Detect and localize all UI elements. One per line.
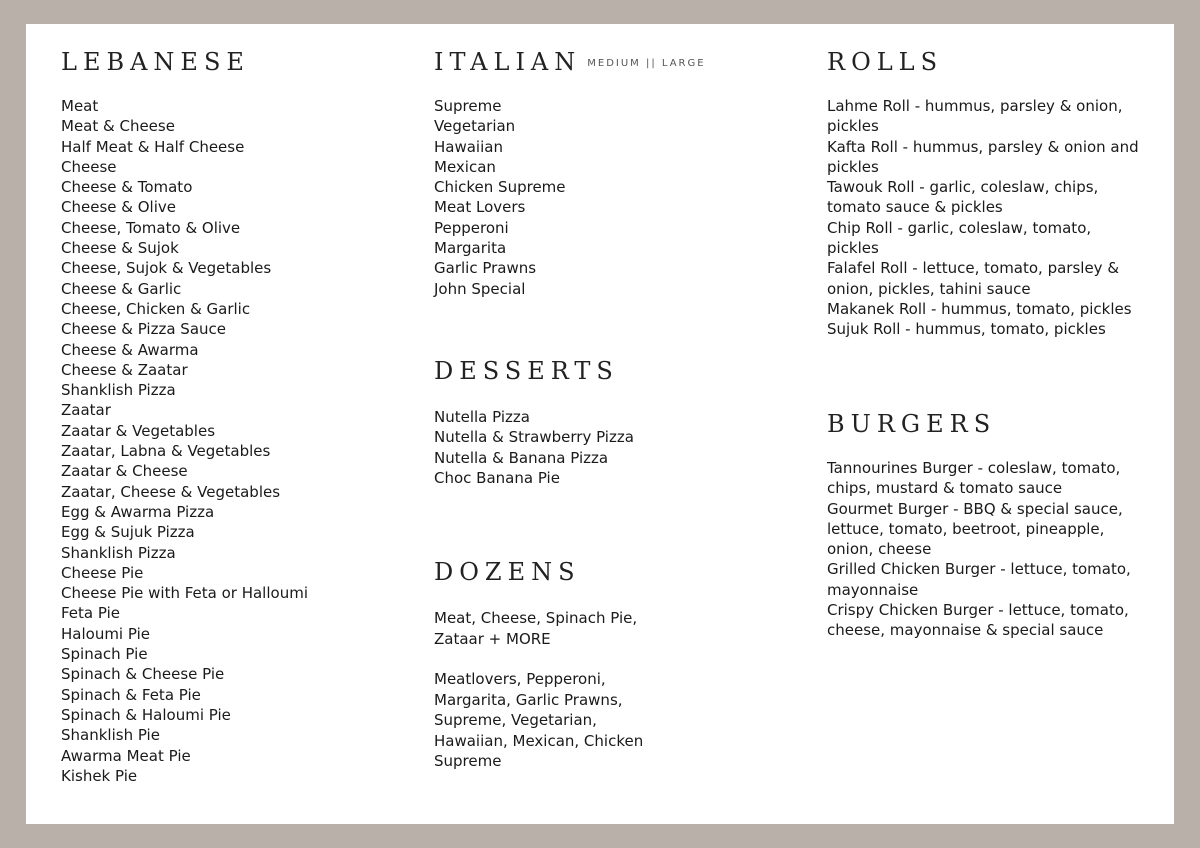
menu-item: Egg & Sujuk Pizza bbox=[61, 523, 195, 542]
menu-item: Cheese & Tomato bbox=[61, 178, 193, 197]
rolls-heading: ROLLS bbox=[827, 48, 944, 76]
menu-item: Zaatar & Vegetables bbox=[61, 421, 216, 440]
rolls-list bbox=[827, 96, 1147, 340]
dozens-heading: DOZENS bbox=[434, 558, 581, 586]
menu-item: Nutella Pizza bbox=[434, 408, 530, 426]
menu-item: Pepperoni bbox=[434, 218, 509, 237]
menu-item: Gourmet Burger - BBQ & special sauce, lettuce, tomato, beetroot, pineapple, onion, cheese bbox=[827, 499, 1123, 559]
menu-item: Cheese Pie with Feta or Halloumi bbox=[61, 584, 308, 603]
menu-item: Tawouk Roll - garlic, coleslaw, chips, tomato sauce & pickles bbox=[827, 178, 1099, 217]
menu-item: Makanek Roll - hummus, tomato, pickles bbox=[827, 299, 1132, 318]
menu-item: Shanklish Pie bbox=[61, 726, 160, 745]
menu-item: John Special bbox=[434, 279, 526, 298]
menu-item: Margarita bbox=[434, 239, 507, 258]
italian-title: ITALIAN bbox=[434, 48, 582, 76]
menu-item: Chicken Supreme bbox=[434, 178, 566, 197]
menu-item: Grilled Chicken Burger - lettuce, tomato, mayonnaise bbox=[827, 560, 1131, 599]
menu-item: Egg & Awarma Pizza bbox=[61, 502, 215, 521]
menu-item: Spinach & Cheese Pie bbox=[61, 665, 225, 684]
menu-item: Kishek Pie bbox=[61, 766, 138, 785]
menu-item: Kafta Roll - hummus, parsley & onion and pickles bbox=[827, 137, 1139, 176]
menu-item: Zaatar bbox=[61, 401, 111, 420]
dozens-paragraph: Meat, Cheese, Spinach Pie, Zataar + MORE bbox=[434, 609, 638, 648]
menu-item: Zaatar & Cheese bbox=[61, 462, 188, 481]
menu-item: Spinach & Feta Pie bbox=[61, 685, 201, 704]
italian-heading bbox=[434, 48, 706, 76]
menu-item: Zaatar, Cheese & Vegetables bbox=[61, 482, 281, 501]
menu-item: Cheese & Zaatar bbox=[61, 360, 188, 379]
menu-item: Spinach Pie bbox=[61, 645, 148, 664]
menu-item: Garlic Prawns bbox=[434, 259, 537, 278]
menu-item: Lahme Roll - hummus, parsley & onion, pickles bbox=[827, 97, 1123, 136]
burgers-list bbox=[827, 458, 1147, 641]
menu-item: Sujuk Roll - hummus, tomato, pickles bbox=[827, 320, 1106, 339]
menu-item: Zaatar, Labna & Vegetables bbox=[61, 442, 271, 461]
menu-item: Cheese, Sujok & Vegetables bbox=[61, 259, 272, 278]
menu-item: Nutella & Banana Pizza bbox=[434, 448, 609, 467]
menu-item: Supreme bbox=[434, 97, 502, 115]
menu-item: Spinach & Haloumi Pie bbox=[61, 705, 231, 724]
menu-item: Mexican bbox=[434, 157, 496, 176]
burgers-heading: BURGERS bbox=[827, 410, 997, 438]
menu-item: Cheese & Garlic bbox=[61, 279, 182, 298]
menu-item: Cheese, Tomato & Olive bbox=[61, 218, 241, 237]
menu-item: Chip Roll - garlic, coleslaw, tomato, pickles bbox=[827, 218, 1092, 258]
menu-item: Cheese, Chicken & Garlic bbox=[61, 299, 251, 318]
menu-item: Tannourines Burger - coleslaw, tomato, chips, mustard & tomato sauce bbox=[827, 459, 1121, 498]
menu-item: Nutella & Strawberry Pizza bbox=[434, 428, 634, 447]
menu-item: Cheese Pie bbox=[61, 563, 144, 582]
italian-sizes: MEDIUM || LARGE bbox=[587, 58, 706, 69]
menu-item: Cheese & Sujok bbox=[61, 239, 179, 258]
menu-item: Feta Pie bbox=[61, 604, 120, 623]
dozens-paragraph: Meatlovers, Pepperoni, Margarita, Garlic Prawns, Supreme, Vegetarian, Hawaiian, Mexican, Chicken Supreme bbox=[434, 670, 644, 770]
lebanese-heading: LEBANESE bbox=[61, 48, 250, 76]
menu-item: Haloumi Pie bbox=[61, 624, 150, 643]
menu-item: Meat & Cheese bbox=[61, 117, 175, 136]
desserts-list bbox=[434, 407, 634, 488]
menu-item: Awarma Meat Pie bbox=[61, 746, 191, 765]
menu-page bbox=[26, 24, 1174, 824]
menu-item: Half Meat & Half Cheese bbox=[61, 137, 245, 156]
menu-item: Vegetarian bbox=[434, 117, 516, 136]
desserts-heading: DESSERTS bbox=[434, 357, 619, 385]
menu-item: Shanklish Pizza bbox=[61, 381, 176, 400]
menu-item: Choc Banana Pie bbox=[434, 468, 560, 487]
menu-item: Shanklish Pizza bbox=[61, 543, 176, 562]
menu-item: Meat bbox=[61, 97, 99, 115]
menu-item: Cheese & Awarma bbox=[61, 340, 199, 359]
menu-item: Cheese & Olive bbox=[61, 198, 176, 217]
menu-item: Meat Lovers bbox=[434, 198, 526, 217]
menu-item: Hawaiian bbox=[434, 137, 503, 156]
menu-item: Cheese & Pizza Sauce bbox=[61, 320, 226, 339]
lebanese-list bbox=[61, 96, 308, 786]
italian-list bbox=[434, 96, 566, 299]
menu-item: Falafel Roll - lettuce, tomato, parsley & onion, pickles, tahini sauce bbox=[827, 259, 1120, 298]
menu-item: Crispy Chicken Burger - lettuce, tomato, cheese, mayonnaise & special sauce bbox=[827, 601, 1129, 640]
menu-item: Cheese bbox=[61, 157, 117, 176]
